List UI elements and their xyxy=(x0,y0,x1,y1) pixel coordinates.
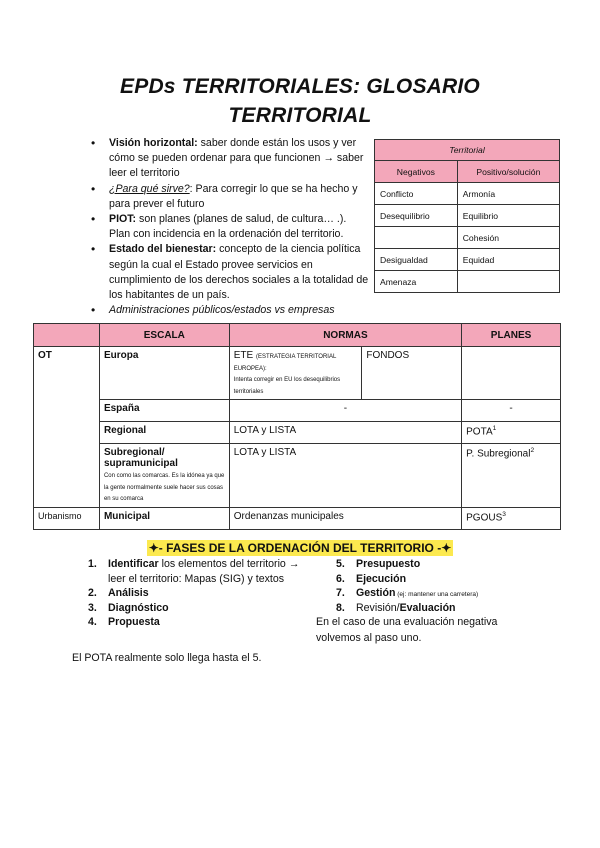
normas-fondos: FONDOS xyxy=(362,347,462,400)
bullet-piot: • PIOT: son planes (planes de salud, de cultura… .). Plan con incidencia en la ordenación del territorio. xyxy=(86,212,370,242)
escala-espana: España xyxy=(99,400,229,422)
header-escala: ESCALA xyxy=(99,324,229,347)
bullet-administraciones: • Administraciones públicos/estados vs empresas xyxy=(86,303,370,318)
escala-municipal: Municipal xyxy=(99,507,229,529)
normas-espana: - xyxy=(229,400,461,422)
normas-europa: ETE (ESTRATEGIA TERRITORIAL EUROPEA): Intenta corregir en EU los desequilibrios territoriales xyxy=(229,347,362,400)
list-item: 5. Presupuesto xyxy=(336,558,421,570)
bullet-para-que-sirve: • ¿Para qué sirve?: Para corregir lo que se ha hecho y para prever el futuro xyxy=(86,182,370,212)
normas-regional: LOTA y LISTA xyxy=(229,422,461,444)
table-row: Desequilibrio Equilibrio xyxy=(375,205,560,227)
normas-subregional: LOTA y LISTA xyxy=(229,444,461,508)
fases-list-right xyxy=(336,557,536,615)
bullet-vision-horizontal: • Visión horizontal: saber donde están los usos y ver cómo se pueden ordenar para que funcionen → saber leer el territorio xyxy=(86,136,370,182)
planes-municipal: PGOUS$^3$ xyxy=(462,507,561,529)
pota-note: El POTA realmente solo llega hasta el 5. xyxy=(72,652,262,664)
table-row xyxy=(34,400,561,422)
list-item: 2. Análisis xyxy=(88,587,149,599)
planes-subregional: P. Subregional$^2$ xyxy=(462,444,561,508)
ot-label: OT xyxy=(34,347,100,508)
header-normas: NORMAS xyxy=(229,324,461,347)
planes-europa xyxy=(462,347,561,400)
table-row: Amenaza xyxy=(375,271,560,293)
fases-note: En el caso de una evaluación negativa volvemos al paso uno. xyxy=(316,616,498,644)
table-row: Conflicto Armonía xyxy=(375,183,560,205)
table-row xyxy=(34,444,561,508)
escala-europa: Europa xyxy=(99,347,229,400)
bullet-estado-bienestar: • Estado del bienestar: concepto de la ciencia política según la cual el Estado provee servicios en cumplimiento de los derechos sociales a la totalidad de los habitantes de un país. xyxy=(86,242,370,303)
territorial-caption: Territorial xyxy=(375,140,560,161)
list-item: 8. Revisión/Evaluación xyxy=(336,601,456,614)
planes-regional: POTA$^1$ xyxy=(462,422,561,444)
escala-table xyxy=(33,323,561,530)
header-planes: PLANES xyxy=(462,324,561,347)
list-item: 6. Ejecución xyxy=(336,572,407,585)
title-line1: EPDs TERRITORIALES: GLOSARIO xyxy=(120,75,480,98)
glossary-bullets xyxy=(86,136,370,318)
table-row: Desigualdad Equidad xyxy=(375,249,560,271)
table-row: Cohesión xyxy=(375,227,560,249)
fases-list-left xyxy=(88,557,318,630)
normas-municipal: Ordenanzas municipales xyxy=(229,507,461,529)
table-row xyxy=(34,422,561,444)
table-row xyxy=(34,507,561,529)
territorial-table xyxy=(374,139,560,293)
urbanismo-label: Urbanismo xyxy=(34,507,100,529)
fases-title: ✦- FASES DE LA ORDENACIÓN DEL TERRITORIO -✦ xyxy=(148,541,452,555)
escala-regional: Regional xyxy=(99,422,229,444)
page-title xyxy=(0,72,600,130)
planes-espana: - xyxy=(462,400,561,422)
table-row xyxy=(34,347,561,400)
list-item: 1. Identificar los elementos del territorio → leer el territorio: Mapas (SIG) y textos xyxy=(88,558,300,585)
escala-subregional: Subregional/ supramunicipal Con como las comarcas. Es la idónea ya que la gente normalmente suele hacer sus cosas en su comarca xyxy=(99,444,229,508)
list-item: 4. Propuesta xyxy=(88,616,160,628)
header-positivo: Positivo/solución xyxy=(457,161,559,183)
list-item: 3. Diagnóstico xyxy=(88,601,169,614)
header-negativos: Negativos xyxy=(375,161,458,183)
title-line2: TERRITORIAL xyxy=(228,104,372,127)
list-item: 7. Gestión (ej: mantener una carretera) xyxy=(336,587,479,599)
